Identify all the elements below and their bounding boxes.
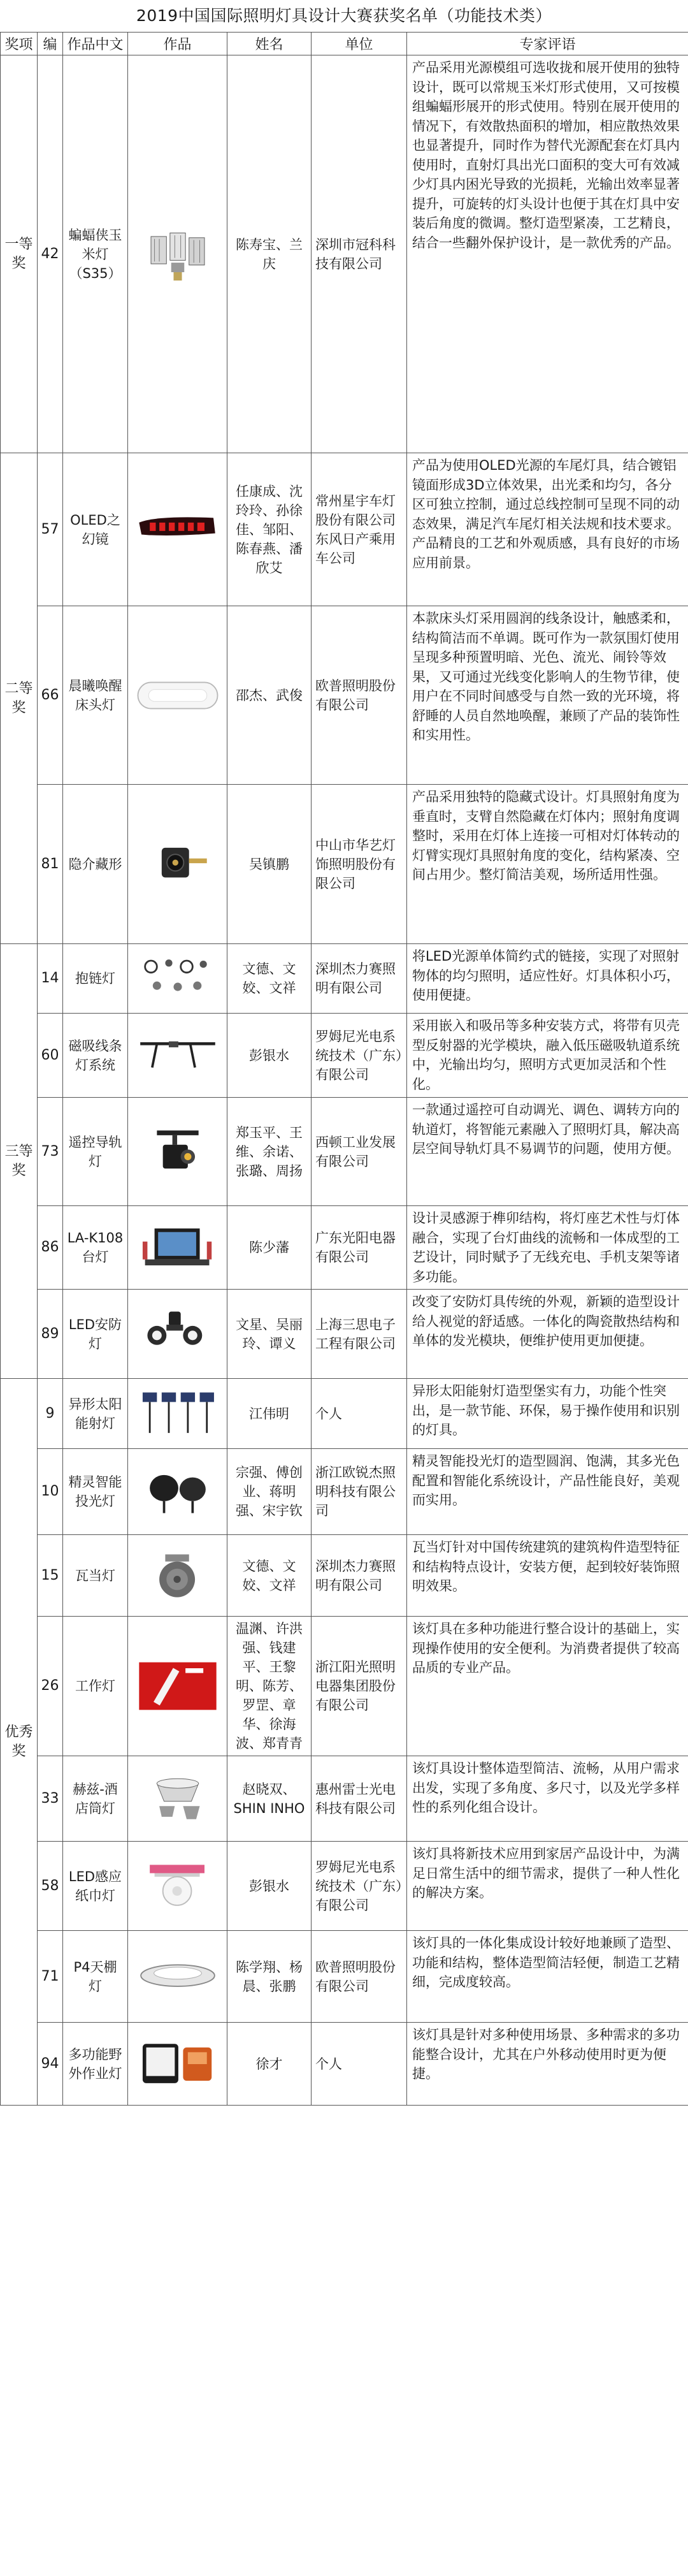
entry-number-cell: 94 (38, 2023, 63, 2106)
designer-names-cell: 江伟明 (227, 1379, 312, 1449)
table-row (1, 1449, 688, 1535)
entry-number-cell: 71 (38, 1931, 63, 2023)
entry-number-cell: 26 (38, 1617, 63, 1756)
product-name-cell: 抱链灯 (63, 944, 128, 1014)
track-spotlight-icon (133, 1121, 222, 1182)
header-num: 编 (38, 33, 63, 55)
downlight-icon (133, 1768, 222, 1830)
designer-names-cell: 赵晓双、SHIN INHO (227, 1756, 312, 1842)
designer-names-cell: 郑玉平、王维、余诺、张璐、周扬 (227, 1098, 312, 1206)
company-cell: 中山市华艺灯饰照明股份有限公司 (312, 785, 407, 944)
corn-lamp-icon (133, 224, 222, 285)
company-cell: 常州星宇车灯股份有限公司 东风日产乘用车公司 (312, 453, 407, 606)
table-row (1, 1014, 688, 1098)
product-name-cell: 异形太阳能射灯 (63, 1379, 128, 1449)
document-title: 2019中国国际照明灯具设计大赛获奖名单（功能技术类） (136, 6, 552, 25)
table-row (1, 1535, 688, 1617)
designer-names-cell: 文德、文姣、文祥 (227, 944, 312, 1014)
entry-number-cell: 9 (38, 1379, 63, 1449)
designer-names-cell: 文德、文姣、文祥 (227, 1535, 312, 1617)
expert-review-cell: 异形太阳能射灯造型堡实有力，功能个性突出，是一款节能、环保，易于操作使用和识别的灯具。 (407, 1379, 688, 1449)
company-cell: 罗姆尼光电系统技术（广东）有限公司 (312, 1842, 407, 1931)
table-row (1, 1931, 688, 2023)
expert-review-cell: 该灯具在多种功能进行整合设计的基础上，实现操作使用的安全便利。为消费者提供了较高品质的专业产品。 (407, 1617, 688, 1756)
security-light-icon (133, 1304, 222, 1365)
product-image-cell (128, 1931, 227, 2023)
expert-review-cell: 一款通过遥控可自动调光、调色、调转方向的轨道灯，将智能元素融入了照明灯具，解决高层空间导轨灯具不易调节的问题，使用方便。 (407, 1098, 688, 1206)
field-work-light-icon (133, 2034, 222, 2095)
product-name-cell: P4天棚灯 (63, 1931, 128, 2023)
expert-review-cell: 精灵智能投光灯的造型圆润、饱满，其多光色配置和智能化系统设计，产品性能良好，美观而实用。 (407, 1449, 688, 1535)
company-cell: 浙江阳光照明电器集团股份有限公司 (312, 1617, 407, 1756)
designer-names-cell: 宗强、傅创业、蒋明强、宋宇钦 (227, 1449, 312, 1535)
award-level-cell: 二等奖 (1, 453, 38, 944)
product-image-cell (128, 1535, 227, 1617)
product-image-cell (128, 55, 227, 453)
company-cell: 个人 (312, 2023, 407, 2106)
table-row (1, 453, 688, 606)
entry-number-cell: 10 (38, 1449, 63, 1535)
table-row (1, 1290, 688, 1379)
table-row (1, 1756, 688, 1842)
product-image-cell (128, 1756, 227, 1842)
product-image-cell (128, 1449, 227, 1535)
designer-names-cell: 文星、吴丽玲、谭义 (227, 1290, 312, 1379)
company-cell: 罗姆尼光电系统技术（广东）有限公司 (312, 1014, 407, 1098)
product-name-cell: 遥控导轨灯 (63, 1098, 128, 1206)
work-light-icon (133, 1655, 222, 1717)
product-name-cell: 晨曦唤醒床头灯 (63, 606, 128, 785)
product-name-cell: 磁吸线条灯系统 (63, 1014, 128, 1098)
designer-names-cell: 陈少藩 (227, 1206, 312, 1290)
awards-table (0, 32, 688, 2106)
entry-number-cell: 73 (38, 1098, 63, 1206)
entry-number-cell: 42 (38, 55, 63, 453)
expert-review-cell: 产品采用光源模组可选收拢和展开使用的独特设计，既可以常规玉米灯形式使用，又可按模组蝙蝠形展开的形式使用。特别在展开使用的情况下，有效散热面积的增加，相应散热效果也显著提升，同时作为替代光源配套在灯具内使用时，直射灯具出光口面积的变大可有效减少灯具内困光导致的光损耗，光输出效率显著提升，可旋转的灯头设计也便于其在灯具中安装后角度的微调。整灯造型紧凑，工艺精良，结合一些翻外保护设计，是一款优秀的产品。 (407, 55, 688, 453)
expert-review-cell: 该灯具的一体化集成设计较好地兼顾了造型、功能和结构，整体造型简洁轻便，制造工艺精细，完成度较高。 (407, 1931, 688, 2023)
table-row (1, 1098, 688, 1206)
table-row (1, 944, 688, 1014)
designer-names-cell: 徐才 (227, 2023, 312, 2106)
product-image-cell (128, 1206, 227, 1290)
header-image: 作品 (128, 33, 227, 55)
product-name-cell: LED感应纸巾灯 (63, 1842, 128, 1931)
award-level-cell: 一等奖 (1, 55, 38, 453)
oled-tail-light-icon (133, 499, 222, 560)
entry-number-cell: 89 (38, 1290, 63, 1379)
hidden-spotlight-icon (133, 834, 222, 895)
company-cell: 上海三思电子工程有限公司 (312, 1290, 407, 1379)
entry-number-cell: 33 (38, 1756, 63, 1842)
expert-review-cell: 设计灵感源于榫卯结构，将灯座艺术性与灯体融合，实现了台灯曲线的流畅和一体成型的工艺设计，同时赋予了无线充电、手机支架等诸多功能。 (407, 1206, 688, 1290)
product-image-cell (128, 1098, 227, 1206)
expert-review-cell: 本款床头灯采用圆润的线条设计，触感柔和，结构简洁而不单调。既可作为一款氛围灯使用呈现多种预置明暗、光色、流光、闹铃等效果，又可通过光线变化影响人的生物节律，使用户在不同时间感受与自然一致的光环境，将舒睡的人员自然地唤醒，兼顾了产品的装饰性和实用性。 (407, 606, 688, 785)
header-name: 作品中文 (63, 33, 128, 55)
table-row (1, 785, 688, 944)
company-cell: 浙江欧锐杰照明科技有限公司 (312, 1449, 407, 1535)
entry-number-cell: 15 (38, 1535, 63, 1617)
designer-names-cell: 陈学翔、杨晨、张鹏 (227, 1931, 312, 2023)
table-row (1, 2023, 688, 2106)
product-image-cell (128, 944, 227, 1014)
table-row (1, 1206, 688, 1290)
company-cell: 深圳杰力赛照明有限公司 (312, 944, 407, 1014)
header-people: 姓名 (227, 33, 312, 55)
company-cell: 西顿工业发展有限公司 (312, 1098, 407, 1206)
header-unit: 单位 (312, 33, 407, 55)
solar-spike-light-icon (133, 1383, 222, 1444)
designer-names-cell: 彭银水 (227, 1842, 312, 1931)
expert-review-cell: 产品采用独特的隐藏式设计。灯具照射角度为垂直时，支臂自然隐藏在灯体内；照射角度调整时，采用在灯体上连接一可相对灯体转动的灯臂实现灯具照射角度的变化，结构紧凑、空间占用少。整灯简洁美观，场所适用性强。 (407, 785, 688, 944)
magnetic-track-icon (133, 1025, 222, 1086)
designer-names-cell: 温渊、许洪强、钱建平、王黎明、陈芳、罗罡、章华、徐海波、郑青青 (227, 1617, 312, 1756)
expert-review-cell: 该灯具将新技术应用到家居产品设计中，为满足日常生活中的细节需求，提供了一种人性化的解决方案。 (407, 1842, 688, 1931)
expert-review-cell: 该灯具设计整体造型简洁、流畅，从用户需求出发，实现了多角度、多尺寸，以及光学多样性的系列化组合设计。 (407, 1756, 688, 1842)
table-header-row (1, 33, 688, 55)
designer-names-cell: 任康成、沈玲玲、孙徐佳、邹阳、陈春燕、潘欣艾 (227, 453, 312, 606)
entry-number-cell: 66 (38, 606, 63, 785)
product-name-cell: 精灵智能投光灯 (63, 1449, 128, 1535)
award-level-cell: 三等奖 (1, 944, 38, 1379)
product-name-cell: 多功能野外作业灯 (63, 2023, 128, 2106)
product-image-cell (128, 1842, 227, 1931)
table-row (1, 55, 688, 453)
product-name-cell: OLED之幻镜 (63, 453, 128, 606)
expert-review-cell: 改变了安防灯具传统的外观，新颖的造型设计给人视觉的舒适感。一体化的陶瓷散热结构和单体的发光模块，便维护使用更加便捷。 (407, 1290, 688, 1379)
expert-review-cell: 该灯具是针对多种使用场景、多种需求的多功能整合设计，尤其在户外移动使用时更为便捷。 (407, 2023, 688, 2106)
product-image-cell (128, 453, 227, 606)
expert-review-cell: 将LED光源单体简约式的链接，实现了对照射物体的均匀照明，适应性好。灯具体积小巧，使用便捷。 (407, 944, 688, 1014)
product-name-cell: 赫兹-酒店筒灯 (63, 1756, 128, 1842)
company-cell: 深圳市冠科科技有限公司 (312, 55, 407, 453)
entry-number-cell: 14 (38, 944, 63, 1014)
product-name-cell: 工作灯 (63, 1617, 128, 1756)
table-row (1, 1617, 688, 1756)
designer-names-cell: 陈寿宝、兰庆 (227, 55, 312, 453)
product-name-cell: 蝙蝠侠玉米灯（S35） (63, 55, 128, 453)
product-name-cell: 隐介藏形 (63, 785, 128, 944)
table-row (1, 606, 688, 785)
designer-names-cell: 吴镇鹏 (227, 785, 312, 944)
entry-number-cell: 81 (38, 785, 63, 944)
expert-review-cell: 产品为使用OLED光源的车尾灯具，结合镀铝镜面形成3D立体效果，出光柔和均匀，各分区可独立控制，通过总线控制可呈现不同的动态效果，满足汽车尾灯相关法规和技术要求。产品精良的工艺和外观质感，具有良好的市场应用前景。 (407, 453, 688, 606)
company-cell: 个人 (312, 1379, 407, 1449)
desk-lamp-icon (133, 1217, 222, 1278)
header-review: 专家评语 (407, 33, 688, 55)
header-award: 奖项 (1, 33, 38, 55)
product-image-cell (128, 1617, 227, 1756)
ceiling-light-icon (133, 1946, 222, 2007)
chain-light-icon (133, 948, 222, 1009)
award-level-cell: 优秀奖 (1, 1379, 38, 2106)
product-image-cell (128, 1014, 227, 1098)
table-row (1, 1379, 688, 1449)
entry-number-cell: 60 (38, 1014, 63, 1098)
tile-end-light-icon (133, 1545, 222, 1606)
entry-number-cell: 86 (38, 1206, 63, 1290)
company-cell: 欧普照明股份有限公司 (312, 606, 407, 785)
company-cell: 广东光阳电器有限公司 (312, 1206, 407, 1290)
product-image-cell (128, 1290, 227, 1379)
designer-names-cell: 彭银水 (227, 1014, 312, 1098)
company-cell: 欧普照明股份有限公司 (312, 1931, 407, 2023)
product-image-cell (128, 1379, 227, 1449)
product-image-cell (128, 785, 227, 944)
company-cell: 惠州雷士光电科技有限公司 (312, 1756, 407, 1842)
smart-floodlight-icon (133, 1461, 222, 1522)
product-image-cell (128, 606, 227, 785)
product-name-cell: LED安防灯 (63, 1290, 128, 1379)
entry-number-cell: 58 (38, 1842, 63, 1931)
product-name-cell: LA-K108台灯 (63, 1206, 128, 1290)
company-cell: 深圳杰力赛照明有限公司 (312, 1535, 407, 1617)
product-image-cell (128, 2023, 227, 2106)
entry-number-cell: 57 (38, 453, 63, 606)
designer-names-cell: 邵杰、武俊 (227, 606, 312, 785)
expert-review-cell: 瓦当灯针对中国传统建筑的建筑构件造型特征和结构特点设计，安装方便，起到较好装饰照明效果。 (407, 1535, 688, 1617)
product-name-cell: 瓦当灯 (63, 1535, 128, 1617)
bedside-wake-light-icon (133, 665, 222, 726)
expert-review-cell: 采用嵌入和吸吊等多种安装方式，将带有贝壳型反射器的光学模块，融入低压磁吸轨道系统中，光输出均匀，照明方式更加灵活和个性化。 (407, 1014, 688, 1098)
tissue-holder-light-icon (133, 1856, 222, 1917)
table-row (1, 1842, 688, 1931)
